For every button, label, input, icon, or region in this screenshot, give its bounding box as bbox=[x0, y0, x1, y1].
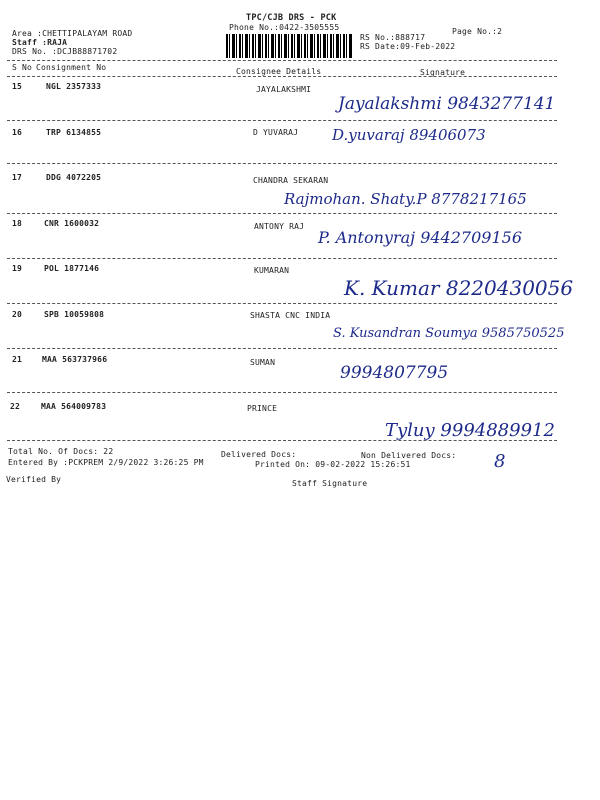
col-signature: Signature bbox=[420, 68, 466, 77]
verified-by: Verified By bbox=[6, 475, 62, 484]
entered-by: Entered By :PCKPREM 2/9/2022 3:26:25 PM bbox=[8, 458, 204, 467]
handwritten-signature: Rajmohan. Shaty.P 8778217165 bbox=[284, 190, 527, 208]
row-consignee: SUMAN bbox=[250, 358, 276, 367]
row-sno: 16 bbox=[12, 128, 23, 137]
handwritten-signature: Tyluy 9994889912 bbox=[385, 420, 555, 441]
row-consignment: NGL 2357333 bbox=[46, 82, 102, 91]
col-sno: S No bbox=[12, 63, 33, 72]
row-consignment: SPB 10059808 bbox=[44, 310, 105, 319]
handwritten-count: 8 bbox=[494, 451, 506, 472]
row-sno: 20 bbox=[12, 310, 23, 319]
divider bbox=[7, 60, 557, 61]
row-consignment: TRP 6134855 bbox=[46, 128, 102, 137]
rs-number: RS No.:888717 bbox=[360, 33, 426, 42]
row-divider bbox=[7, 213, 557, 214]
row-divider bbox=[7, 392, 557, 393]
area: Area :CHETTIPALAYAM ROAD bbox=[12, 29, 133, 38]
row-consignee: PRINCE bbox=[247, 404, 278, 413]
non-delivered-docs: Non Delivered Docs: bbox=[361, 451, 457, 460]
rs-date: RS Date:09-Feb-2022 bbox=[360, 42, 456, 51]
handwritten-signature: D.yuvaraj 89406073 bbox=[332, 126, 486, 144]
row-consignment: MAA 564009783 bbox=[41, 402, 107, 411]
handwritten-signature: 9994807795 bbox=[340, 363, 449, 383]
row-sno: 19 bbox=[12, 264, 23, 273]
row-divider bbox=[7, 303, 557, 304]
document-title: TPC/CJB DRS - PCK bbox=[246, 13, 337, 23]
divider bbox=[7, 76, 557, 77]
row-consignee: D YUVARAJ bbox=[253, 128, 299, 137]
row-consignee: CHANDRA SEKARAN bbox=[253, 176, 329, 185]
drs-number: DRS No. :DCJB88871702 bbox=[12, 47, 118, 56]
row-divider bbox=[7, 348, 557, 349]
row-consignee: JAYALAKSHMI bbox=[256, 85, 312, 94]
handwritten-signature: P. Antonyraj 9442709156 bbox=[318, 228, 522, 247]
col-consignment: Consignment No bbox=[36, 63, 107, 72]
col-consignee: Consignee Details bbox=[236, 67, 322, 76]
row-sno: 22 bbox=[10, 402, 21, 411]
row-consignment: DDG 4072205 bbox=[46, 173, 102, 182]
phone-number: Phone No.:0422-3505555 bbox=[229, 23, 340, 32]
row-sno: 17 bbox=[12, 173, 23, 182]
row-sno: 18 bbox=[12, 219, 23, 228]
barcode bbox=[226, 34, 352, 58]
row-divider bbox=[7, 163, 557, 164]
handwritten-signature: Jayalakshmi 9843277141 bbox=[338, 94, 556, 114]
row-consignee: SHASTA CNC INDIA bbox=[250, 311, 331, 320]
printed-on: Printed On: 09-02-2022 15:26:51 bbox=[255, 460, 411, 469]
row-consignment: POL 1877146 bbox=[44, 264, 100, 273]
delivered-docs: Delivered Docs: bbox=[221, 450, 297, 459]
row-consignee: ANTONY RAJ bbox=[254, 222, 305, 231]
row-consignment: CNR 1600032 bbox=[44, 219, 100, 228]
row-sno: 21 bbox=[12, 355, 23, 364]
staff-name: Staff :RAJA bbox=[12, 38, 68, 47]
row-sno: 15 bbox=[12, 82, 23, 91]
handwritten-signature: S. Kusandran Soumya 9585750525 bbox=[333, 326, 565, 341]
row-consignee: KUMARAN bbox=[254, 266, 290, 275]
row-divider bbox=[7, 440, 557, 441]
handwritten-signature: K. Kumar 8220430056 bbox=[344, 276, 574, 300]
page-number: Page No.:2 bbox=[452, 27, 503, 36]
total-docs: Total No. Of Docs: 22 bbox=[8, 447, 114, 456]
staff-signature: Staff Signature bbox=[292, 479, 368, 488]
row-consignment: MAA 563737966 bbox=[42, 355, 108, 364]
row-divider bbox=[7, 120, 557, 121]
row-divider bbox=[7, 258, 557, 259]
